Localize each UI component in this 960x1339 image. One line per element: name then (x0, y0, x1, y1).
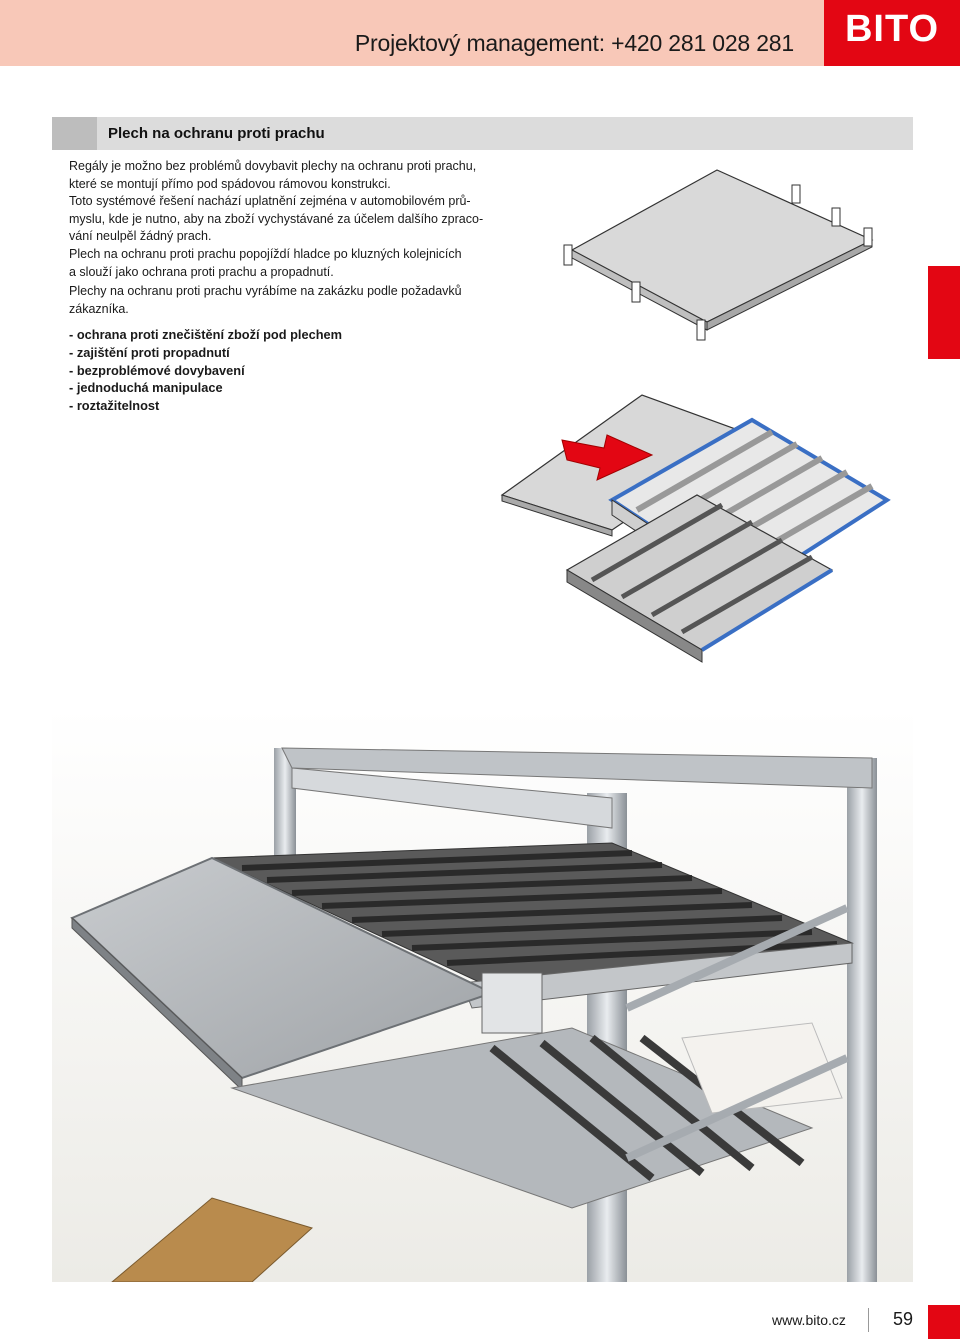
rack-photo-illustration (52, 708, 913, 1282)
bullet-item: - ochrana proti znečištění zboží pod plechem (69, 327, 343, 343)
bullet-item: - bezproblémové dovybavení (69, 362, 245, 378)
upright-right (847, 758, 877, 1282)
page-number: 59 (893, 1309, 914, 1329)
body-line: Plechy na ochranu proti prachu vyrábíme na zakázku podle požadavků (69, 284, 462, 299)
bito-logo[interactable] (824, 0, 960, 66)
technical-illustration (492, 150, 913, 690)
body-line: zákazníka. (69, 301, 129, 316)
bullet-item: - jednoduchá manipulace (69, 380, 223, 396)
body-line: Toto systémové řešení nachází uplatnění zejména v automobilovém prů- (69, 194, 471, 209)
side-red-marker (928, 266, 960, 359)
body-line: Plech na ochranu proti prachu popojíždí hladce po kluzných kolejnicích (69, 246, 462, 261)
dust-sheet-top (564, 170, 872, 340)
footer-red-marker (928, 1305, 960, 1339)
body-line: myslu, kde je nutno, aby na zboží vychystávané za účelem dalšího zpraco- (69, 211, 484, 226)
body-line: které se montují přímo pod spádovou rámovou konstrukci. (69, 176, 391, 191)
footer-divider (868, 1308, 869, 1332)
header-title: Projektový management: +420 281 028 281 (354, 30, 794, 56)
product-photo (52, 708, 913, 1282)
body-line: a slouží jako ochrana proti prachu a propadnutí. (69, 264, 334, 279)
body-text (69, 158, 484, 414)
logo-text: BITO (844, 8, 940, 50)
section-bar (52, 117, 913, 150)
content-panel (52, 150, 913, 690)
bullet-item: - zajištění proti propadnutí (69, 344, 230, 360)
footer-url[interactable]: www.bito.cz (772, 1312, 846, 1328)
dust-cover-diagram (492, 150, 913, 690)
section-title: Plech na ochranu proti prachu (108, 125, 325, 142)
bullet-item: - roztažitelnost (69, 397, 160, 413)
text-column (52, 150, 492, 690)
section-tab (52, 117, 97, 150)
header-band (0, 0, 960, 66)
body-line: vání neulpěl žádný prach. (69, 229, 212, 244)
body-line: Regály je možno bez problémů dovybavit plechy na ochranu proti prachu, (69, 159, 477, 173)
bullet-list (69, 326, 484, 414)
